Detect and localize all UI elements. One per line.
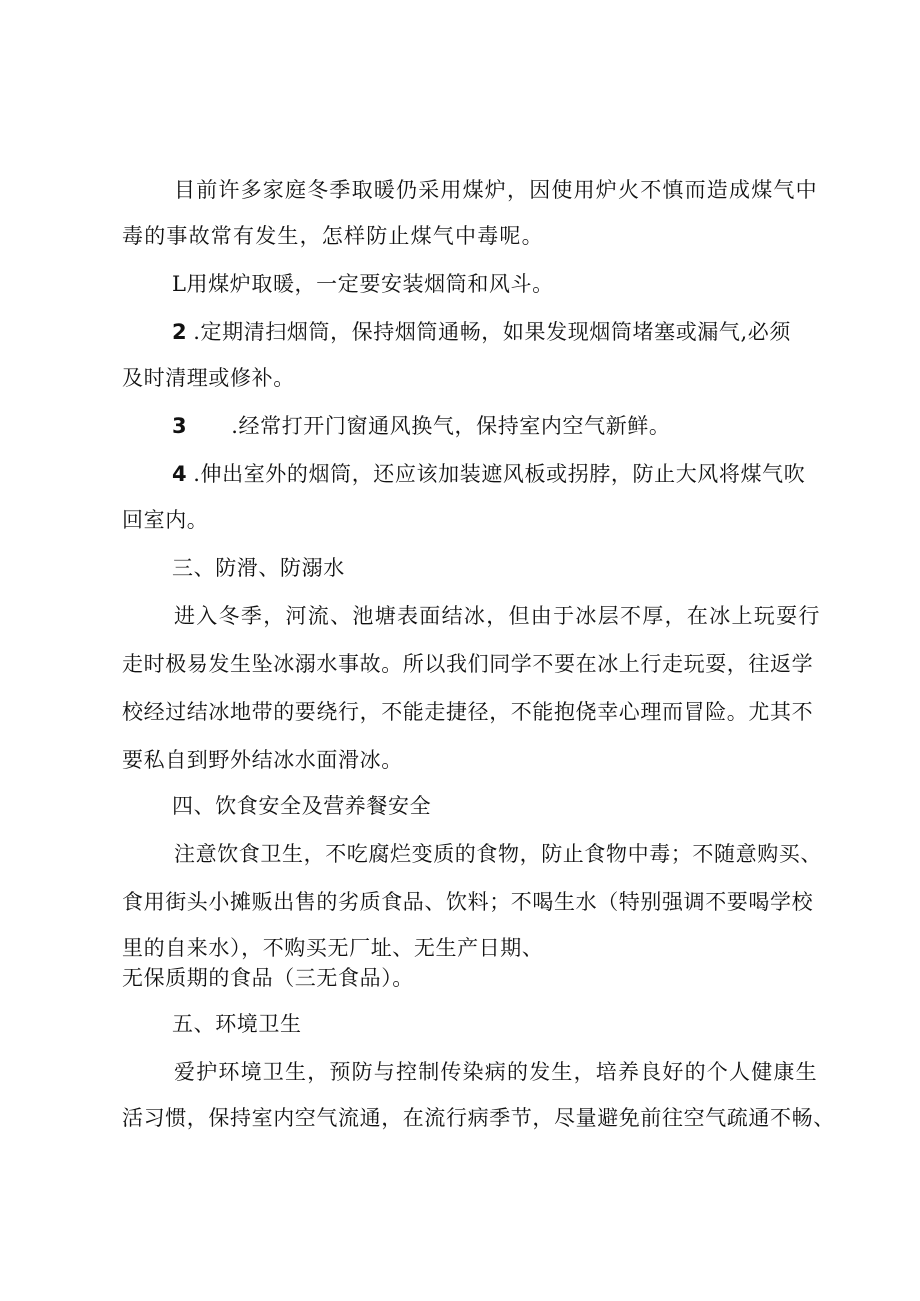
list-item-4-line-2: 回室内。: [122, 508, 209, 532]
section-4-line-3: 里的自来水），不购买无厂址、无生产日期、: [122, 936, 544, 960]
section-4-line-1: 注意饮食卫生，不吃腐烂变质的食物，防止食物中毒；不随意购买、: [174, 842, 822, 866]
section-3-line-2: 走时极易发生坠冰溺水事故。所以我们同学不要在冰上行走玩耍，往返学: [122, 652, 814, 676]
list-item-4-line-1: [172, 460, 805, 488]
paragraph-1-line-1: 目前许多家庭冬季取暖仍采用煤炉，因使用炉火不慎而造成煤气中: [174, 178, 818, 202]
list-item-3-number: 3: [172, 414, 188, 438]
list-item-3: [172, 412, 671, 440]
section-5-line-2: 活习惯，保持室内空气流通，在流行病季节，尽量避免前往空气疏通不畅、: [122, 1106, 835, 1130]
section-4-heading: 四、饮食安全及营养餐安全: [172, 794, 432, 818]
list-item-2-line-2: 及时清理或修补。: [122, 366, 295, 390]
paragraph-1-line-2: 毒的事故常有发生，怎样防止煤气中毒呢。: [122, 224, 544, 248]
section-3-heading: 三、防滑、防溺水: [172, 556, 345, 580]
section-4-line-4: 无保质期的食品（三无食品）。: [122, 966, 414, 990]
section-5-heading: 五、环境卫生: [172, 1012, 302, 1036]
list-item-1: L用煤炉取暖，一定要安装烟筒和风斗。: [172, 272, 554, 296]
list-item-4-number: 4: [172, 462, 188, 486]
list-item-2-text: .定期清扫烟筒，保持烟筒通畅，如果发现烟筒堵塞或漏气,必须: [193, 320, 791, 344]
list-item-4-text: .伸出室外的烟筒，还应该加装遮风板或拐脖，防止大风将煤气吹: [193, 462, 806, 486]
section-4-line-2: 食用街头小摊贩出售的劣质食品、饮料；不喝生水（特别强调不要喝学校: [122, 890, 814, 914]
list-item-2-number: 2: [172, 320, 188, 344]
section-3-line-3: 校经过结冰地带的要绕行，不能走捷径，不能抱侥幸心理而冒险。尤其不: [122, 700, 814, 724]
list-item-2-line-1: [172, 318, 791, 346]
section-5-line-1: 爱护环境卫生，预防与控制传染病的发生，培养良好的个人健康生: [174, 1060, 818, 1084]
list-item-3-text: .经常打开门窗通风换气，保持室内空气新鲜。: [231, 414, 671, 438]
section-3-line-4: 要私自到野外结冰水面滑冰。: [122, 748, 403, 772]
section-3-line-1: 进入冬季，河流、池塘表面结冰，但由于冰层不厚，在冰上玩耍行: [174, 604, 821, 628]
